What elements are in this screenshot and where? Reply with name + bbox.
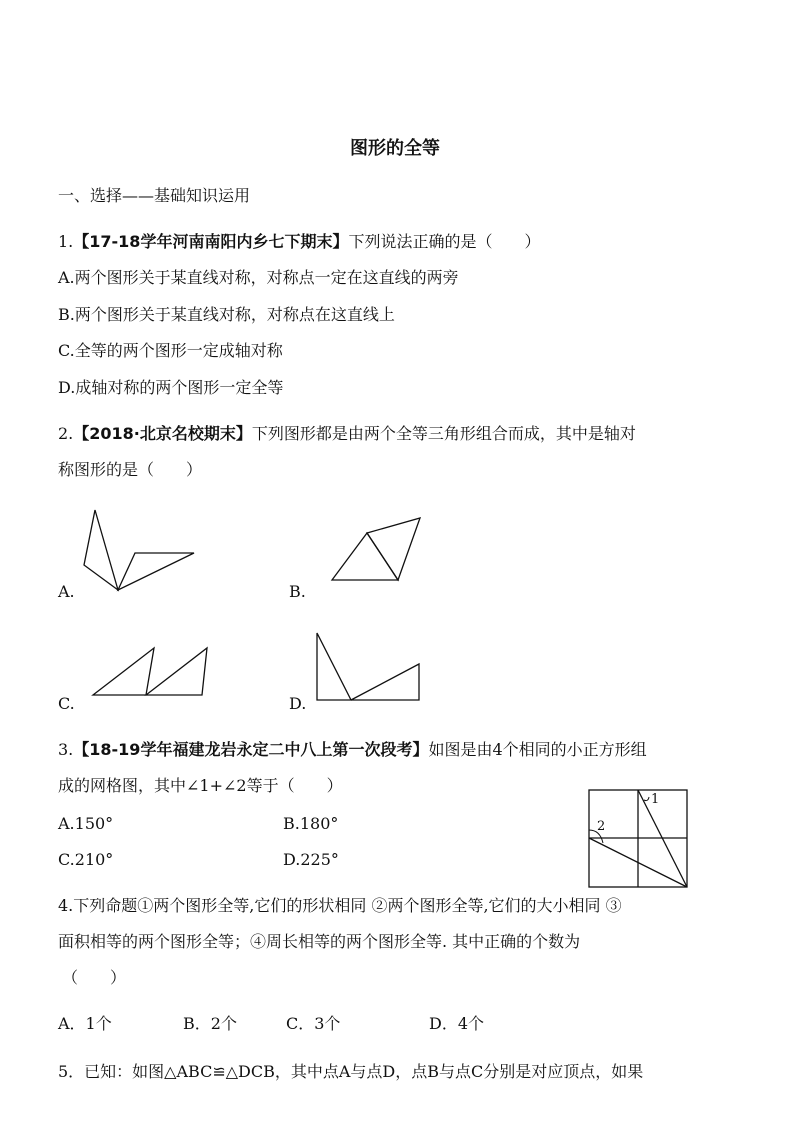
figure-a-label: A. [58, 582, 75, 601]
figure-d-triangles [317, 633, 419, 700]
question-3-option-a: A.150° [58, 814, 114, 833]
question-number: 3. [58, 740, 74, 759]
question-4-option-a: A．1个 [58, 1014, 112, 1033]
figure-c-label: C. [58, 694, 75, 713]
question-3-option-c: C.210° [58, 850, 114, 869]
angle-1-label: 1 [651, 792, 660, 807]
question-1-option-b: B.两个图形关于某直线对称，对称点在这直线上 [58, 305, 395, 324]
question-1-option-c: C.全等的两个图形一定成轴对称 [58, 341, 283, 360]
question-1-option-a: A.两个图形关于某直线对称，对称点一定在这直线的两旁 [58, 268, 459, 287]
question-3-stem [58, 740, 647, 760]
question-text: 如图是由4个相同的小正方形组 [428, 740, 647, 759]
question-4-option-b: B．2个 [183, 1014, 237, 1033]
question-3-option-b: B.180° [283, 814, 339, 833]
question-number: 2. [58, 424, 74, 443]
question-number: 1. [58, 232, 74, 251]
question-5-line1: 5．已知：如图△ABC≌△DCB，其中点A与点D，点B与点C分别是对应顶点，如果 [58, 1062, 644, 1081]
figure-c-triangles [93, 648, 207, 695]
figure-d-label: D. [289, 694, 307, 713]
angle-2-label: 2 [597, 819, 606, 834]
question-3-grid-figure [589, 790, 687, 887]
question-4-line1: 4.下列命题①两个图形全等,它们的形状相同 ②两个图形全等,它们的大小相同 ③ [58, 896, 622, 915]
figure-a-triangles [84, 510, 194, 590]
figure-b-label: B. [289, 582, 306, 601]
question-text: 下列说法正确的是（ ） [348, 232, 541, 251]
question-3-option-d: D.225° [283, 850, 339, 869]
question-3-stem-line2: 成的网格图，其中∠1+∠2等于（ ） [58, 776, 343, 795]
question-4-option-d: D．4个 [429, 1014, 485, 1033]
question-4-option-c: C．3个 [286, 1014, 341, 1033]
page-title: 图形的全等 [350, 138, 440, 159]
question-text: 下列图形都是由两个全等三角形组合而成，其中是轴对 [251, 424, 636, 443]
question-source: 【17-18学年河南南阳内乡七下期末】 [73, 232, 349, 251]
question-4-line2: 面积相等的两个图形全等；④周长相等的两个图形全等. 其中正确的个数为 [58, 932, 581, 951]
section-heading: 一、选择——基础知识运用 [58, 186, 251, 205]
question-2-stem-line2: 称图形的是（ ） [58, 460, 203, 479]
question-source: 【18-19学年福建龙岩永定二中八上第一次段考】 [73, 740, 429, 759]
question-source: 【2018·北京名校期末】 [73, 424, 252, 443]
question-1-option-d: D.成轴对称的两个图形一定全等 [58, 378, 284, 397]
question-4-line3: （ ） [62, 968, 127, 987]
figure-b-triangles [332, 518, 420, 580]
